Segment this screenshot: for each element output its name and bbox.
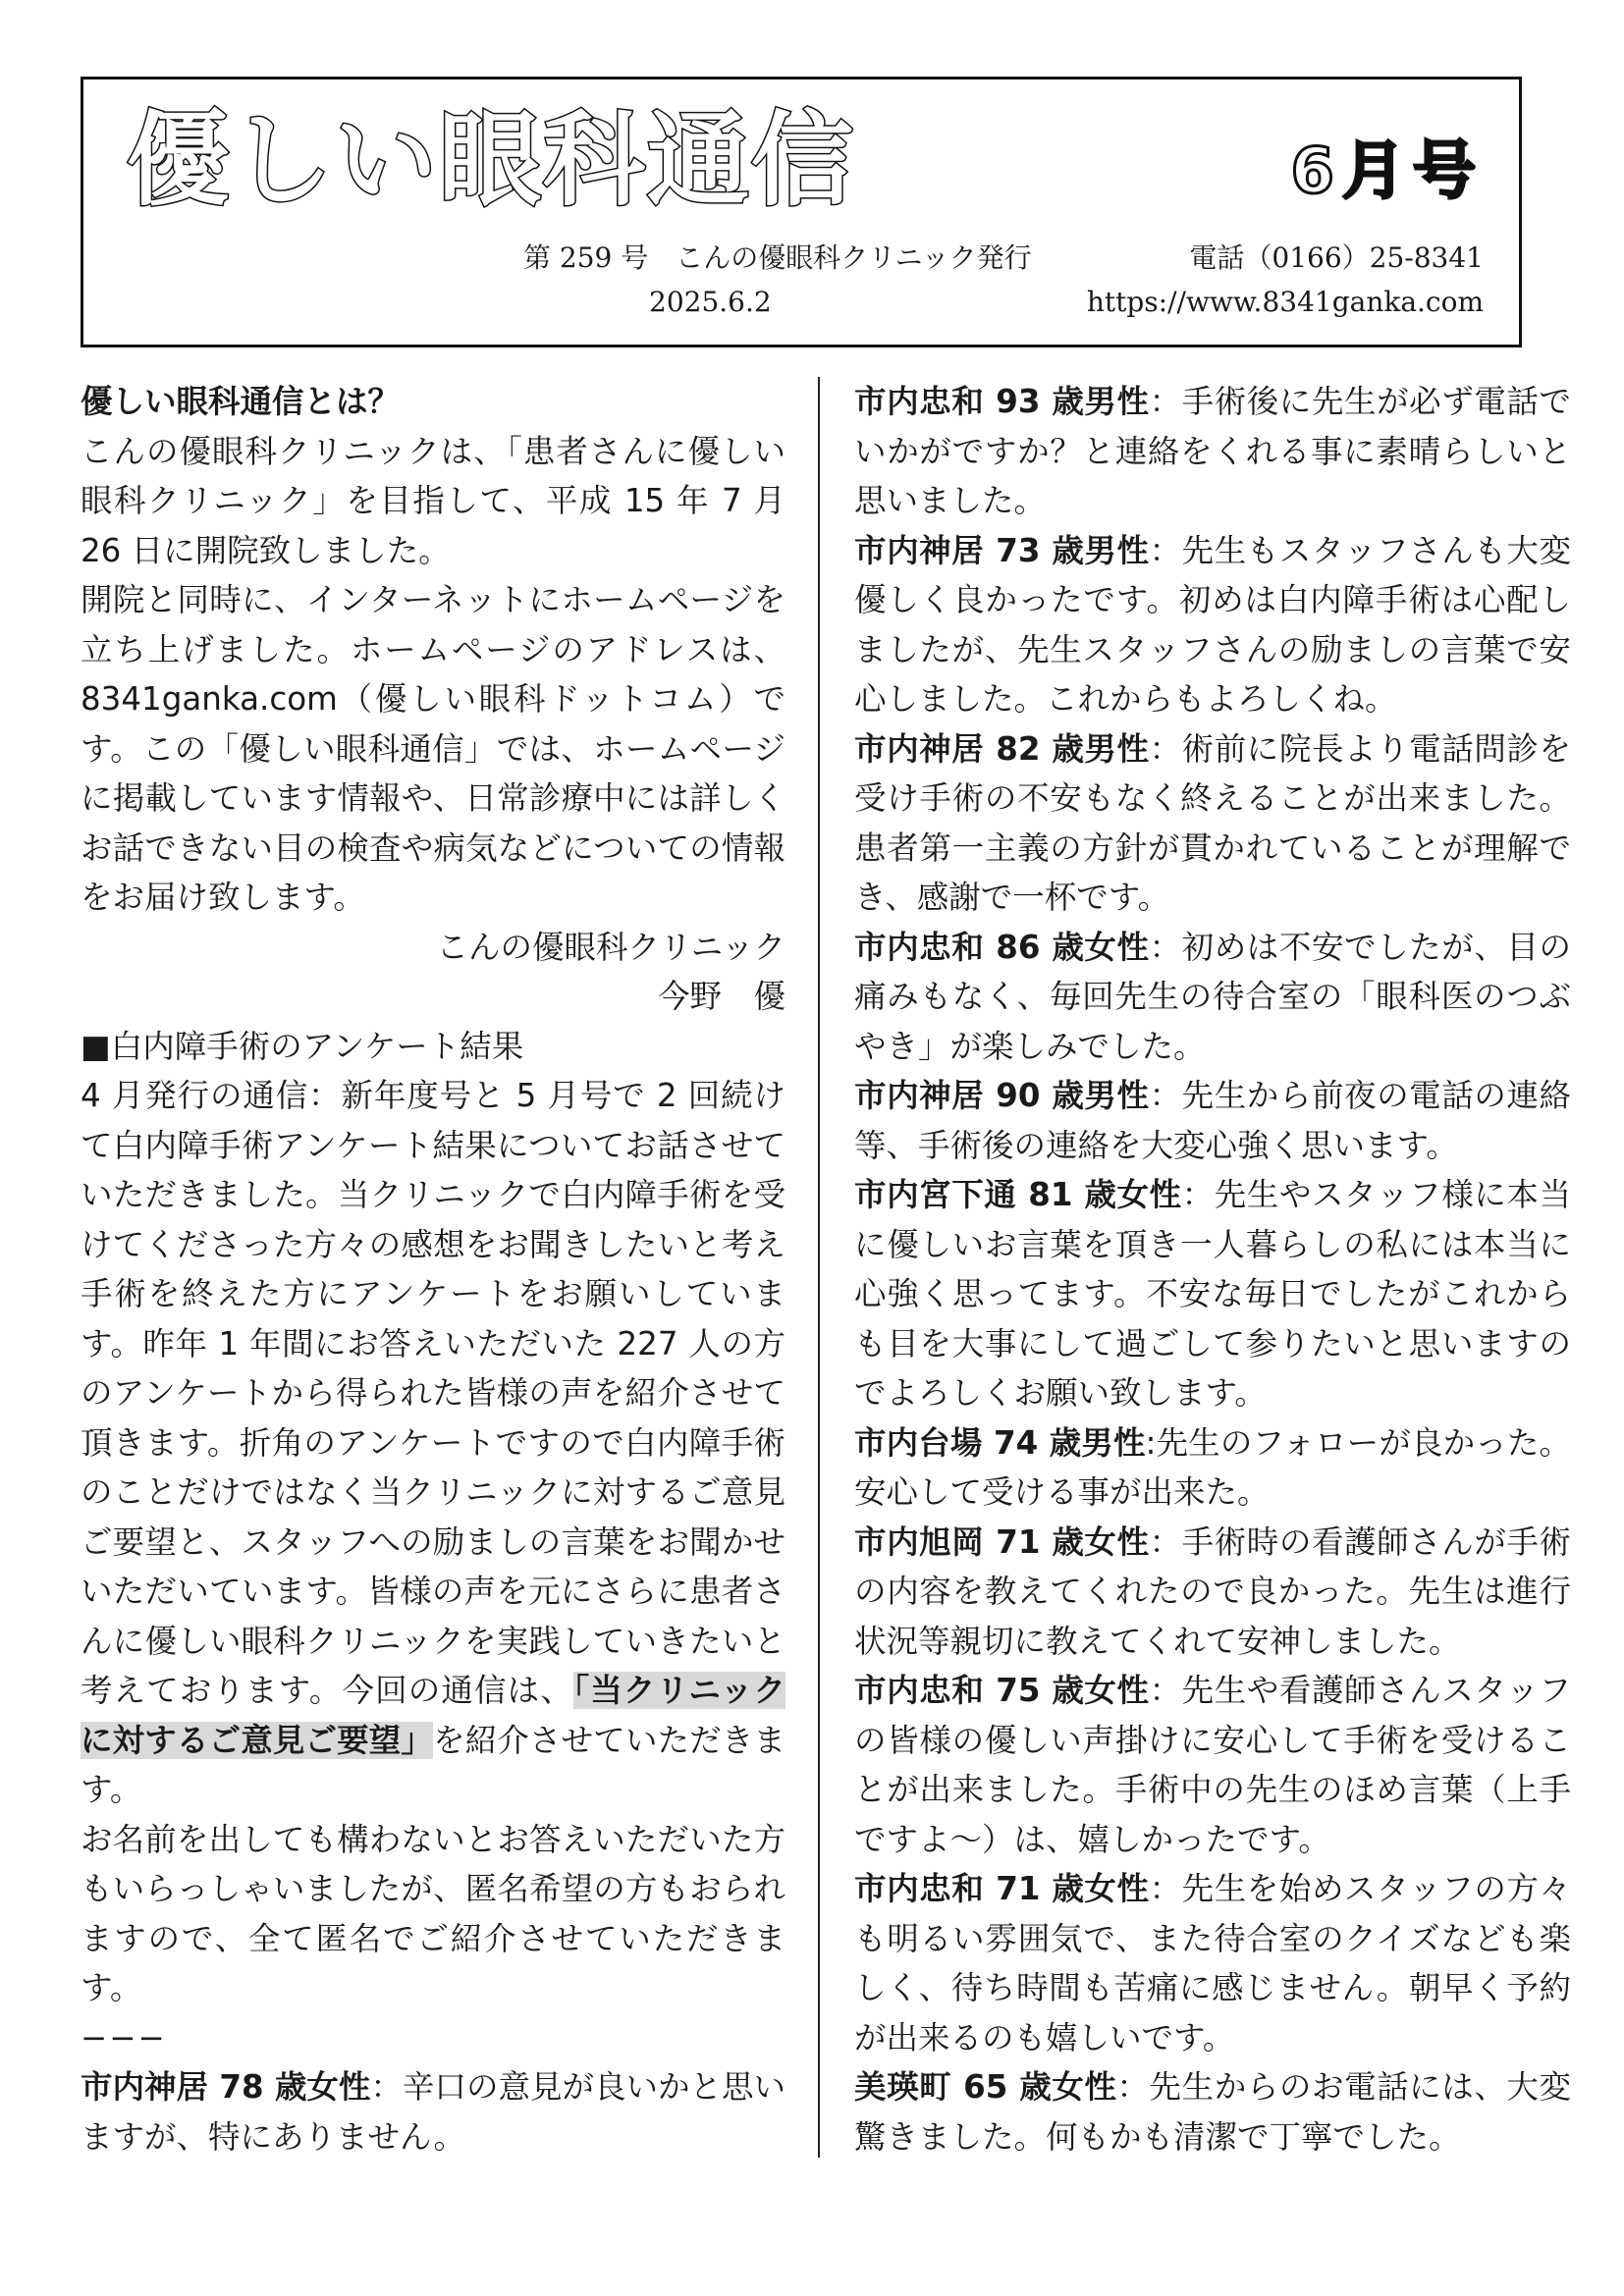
comment-speaker: 市内忠和 75 歳女性	[854, 1672, 1150, 1709]
comment-item	[854, 526, 1571, 724]
website-url: https://www.8341ganka.com	[1086, 286, 1484, 318]
survey-text-a: 4 月発行の通信：新年度号と 5 月号で 2 回続けて白内障手術アンケート結果についてお話させていただきました。当クリニックで白内障手術を受けてくださった方々の感想をお聞きしたいと考え手術を終えた方にアンケートをお願いしています。昨年 1 年間にお答えいただいた 227 人の方のアンケートから得られた皆様の声を紹介させて頂きます。折角のアンケートですので白内障手術のことだけではなく当クリニックに対するご意見ご要望と、スタッフへの励ましの言葉をお聞かせいただいています。皆様の声を元にさらに患者さんに優しい眼科クリニックを実践していきたいと考えております。今回の通信は、	[81, 1077, 785, 1709]
intro-paragraph-1: こんの優眼科クリニックは、「患者さんに優しい眼科クリニック」を目指して、平成 15 年 7 月 26 日に開院致しました。	[81, 432, 785, 569]
comment-item	[854, 724, 1571, 923]
comment-item	[854, 1864, 1571, 2062]
left-column	[81, 377, 785, 2162]
comment-item	[854, 2062, 1571, 2162]
comment-item	[854, 1666, 1571, 1864]
comment-text: ：初めは不安でしたが、目の痛みもなく、毎回先生の待合室の「眼科医のつぶやき」が楽しみでした。	[854, 928, 1571, 1065]
comment-text: :先生のフォローが良かった。安心して受ける事が出来た。	[854, 1423, 1572, 1511]
comment-item	[854, 1518, 1571, 1667]
comment-item	[854, 923, 1571, 1072]
comment-text: ：手術後に先生が必ず電話でいかがですか？と連絡をくれる事に素晴らしいと思いました。	[854, 383, 1571, 519]
comment-text: ：手術時の看護師さんが手術の内容を教えてくれたので良かった。先生は進行状況等親切に教えてくれて安神しました。	[854, 1522, 1571, 1660]
comment-text: ：先生を始めスタッフの方々も明るい雰囲気で、また待合室のクイズなども楽しく、待ち時間も苦痛に感じません。朝早く予約が出来るのも嬉しいです。	[854, 1870, 1571, 2056]
comment-speaker: 市内台場 74 歳男性	[854, 1423, 1146, 1462]
comment-text: ：辛口の意見が良いかと思いますが、特にありません。	[81, 2068, 785, 2156]
masthead	[81, 77, 1522, 347]
comment-text: ：先生もスタッフさんも大変優しく良かったです。初めは白内障手術は心配しましたが、先生スタッフさんの励ましの言葉で安心しました。これからもよろしくね。	[854, 531, 1571, 718]
column-divider-line	[818, 377, 820, 2158]
comment-speaker: 市内忠和 86 歳女性	[854, 928, 1150, 966]
signature-name-text: 今野 優	[657, 978, 785, 1015]
comment-item	[854, 1170, 1571, 1418]
comment-speaker: 市内宮下通 81 歳女性	[854, 1176, 1182, 1213]
intro-heading: 優しい眼科通信とは？	[81, 383, 401, 420]
intro-paragraph-2: 開院と同時に、インターネットにホームページを立ち上げました。ホームページのアドレスは、8341ganka.com（優しい眼科ドットコム）です。この「優しい眼科通信」では、ホームページに掲載しています情報や、日常診療中には詳しくお話できない目の検査や病気などについての情報をお届け致します。	[81, 581, 785, 916]
comment-text: ：先生からのお電話には、大変驚きました。何もかも清潔で丁寧でした。	[854, 2068, 1571, 2156]
phone-number: 電話（0166）25-8341	[1189, 241, 1484, 274]
comment-speaker: 市内忠和 93 歳男性	[854, 383, 1150, 420]
comment-speaker: 市内神居 90 歳男性	[854, 1077, 1150, 1114]
issue-month: 6月号	[1290, 135, 1484, 208]
divider: −−−	[81, 2018, 167, 2056]
comment-item	[854, 1418, 1571, 1518]
comment-speaker: 市内神居 78 歳女性	[81, 2068, 371, 2106]
comment-text: ：先生や看護師さんスタッフの皆様の優しい声掛けに安心して手術を受けることが出来ました。手術中の先生のほめ言葉（上手ですよ〜）は、嬉しかったです。	[854, 1672, 1571, 1858]
comment-speaker: 美瑛町 65 歳女性	[854, 2068, 1117, 2106]
survey-paragraph-1	[81, 1071, 785, 1815]
section-title: ■白内障手術のアンケート結果	[81, 1027, 524, 1065]
comment-item	[854, 1071, 1571, 1170]
survey-text-b: を紹介させていただきます。	[81, 1721, 785, 1808]
highlighted-phrase: 「当クリニックに対するご意見ご要望」	[81, 1672, 785, 1759]
comment-text: ：先生やスタッフ様に本当に優しいお言葉を頂き一人暮らしの私には本当に心強く思ってます。不安な毎日でしたがこれからも目を大事にして過ごして参りたいと思いますのでよろしくお願い致します。	[854, 1176, 1571, 1412]
comment-speaker: 市内忠和 71 歳女性	[854, 1870, 1150, 1907]
right-column	[854, 377, 1571, 2162]
comment-item	[854, 377, 1571, 526]
survey-paragraph-2: お名前を出しても構わないとお答えいただいた方もいらっしゃいましたが、匿名希望の方もおられますので、全て匿名でご紹介させていただきます。	[81, 1820, 785, 2006]
comment-speaker: 市内神居 82 歳男性	[854, 729, 1150, 768]
newsletter-title: 優しい眼科通信	[127, 100, 856, 220]
issue-date: 2025.6.2	[649, 286, 772, 318]
issue-line: 第 259 号 こんの優眼科クリニック発行	[523, 241, 1032, 274]
signature-name	[81, 972, 785, 1022]
comment-speaker: 市内神居 73 歳男性	[854, 531, 1150, 569]
comment-item	[81, 2062, 785, 2162]
comment-text: ：術前に院長より電話問診を受け手術の不安もなく終えることが出来ました。患者第一主義の方針が貫かれていることが理解でき、感謝で一杯です。	[854, 729, 1571, 916]
comment-text: ：先生から前夜の電話の連絡等、手術後の連絡を大変心強く思います。	[854, 1077, 1571, 1164]
signature-clinic: こんの優眼科クリニック	[436, 928, 785, 966]
comment-speaker: 市内旭岡 71 歳女性	[854, 1522, 1150, 1561]
